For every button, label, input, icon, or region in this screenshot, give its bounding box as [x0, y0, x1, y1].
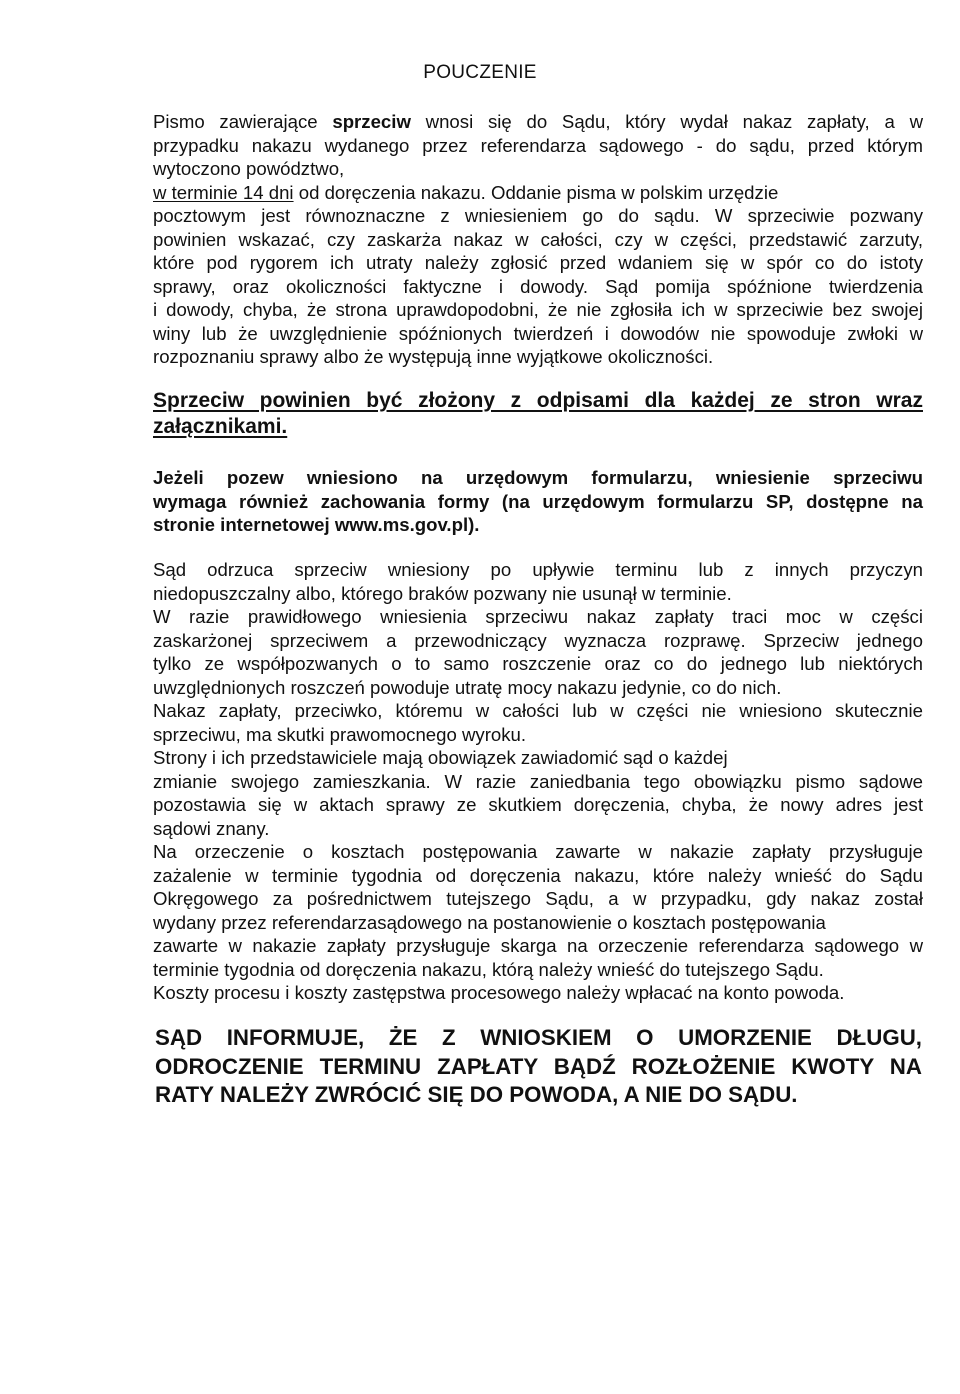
- text-line: Jeżeli pozew wniesiono na urzędowym formularzu, wniesienie sprzeciwu: [153, 467, 923, 488]
- text-line: wymaga również zachowania formy (na urzędowym formularzu SP, dostępne na: [153, 490, 923, 512]
- paragraph-court-procedure: [153, 558, 923, 1005]
- text-line: Sąd odrzuca sprzeciw wniesiony po upływie terminu lub z innych przyczyn: [153, 559, 923, 580]
- text-line: i dowody, chyba, że strona uprawdopodobni, że nie zgłosiła ich w sprzeciwie bez swojej: [153, 299, 923, 320]
- text-line: sprzeciwu, ma skutki prawomocnego wyroku.: [153, 723, 527, 745]
- text-line: sprawy, oraz okoliczności faktyczne i dowody. Sąd pomija spóźnione twierdzenia: [153, 275, 923, 297]
- text-line: SĄD INFORMUJE, ŻE Z WNIOSKIEM O UMORZENIE DŁUGU,: [155, 1025, 922, 1050]
- text-run: wnosi się do Sądu, który wydał nakaz zapłaty, a w: [410, 111, 923, 132]
- paragraph-attachments-notice: [153, 388, 923, 440]
- paragraph-sprzeciw-rules: [153, 110, 923, 369]
- paragraph-official-form: [153, 466, 923, 537]
- text-line: uwzględnionych roszczeń powoduje utratę mocy nakazu jedynie, co do nich.: [153, 676, 782, 698]
- text-line: Na orzeczenie o kosztach postępowania zawarte w nakazie zapłaty przysługuje: [153, 841, 923, 862]
- text-line: ODROCZENIE TERMINU ZAPŁATY BĄDŹ ROZŁOŻENIE KWOTY NA: [155, 1053, 922, 1079]
- text-line: zażalenie w terminie tygodnia od doręczenia nakazu, które należy wnieść do Sądu: [153, 864, 923, 886]
- text-line: stronie internetowej www.ms.gov.pl).: [153, 514, 480, 535]
- text-line: pocztowym jest równoznaczne z wniesieniem go do sądu. W sprzeciwie pozwany: [153, 205, 923, 226]
- text-line: Sprzeciw powinien być złożony z odpisami dla każdej ze stron wraz: [153, 389, 923, 412]
- text-line: pozostawia się w aktach sprawy ze skutkiem doręczenia, chyba, że nowy adres jest: [153, 794, 923, 815]
- text-line: rozpoznaniu sprawy albo że występują inne wyjątkowe okoliczności.: [153, 346, 714, 367]
- text-line: które pod rygorem ich utraty należy zgłosić przed wdaniem się w spór co do istoty: [153, 252, 923, 273]
- text-line: tylko ze współpozwanych o to samo roszczenie oraz co do jednego lub niektórych: [153, 653, 923, 674]
- emphasis-sprzeciw: sprzeciw: [332, 111, 411, 132]
- text-line: wydany przez referendarzasądowego na postanowienie o kosztach postępowania: [153, 911, 826, 933]
- text-line: W razie prawidłowego wniesienia sprzeciwu nakaz zapłaty traci moc w części: [153, 606, 923, 627]
- text-line: sądowi znany.: [153, 817, 270, 839]
- text-line: [153, 181, 923, 205]
- text-line: przypadku nakazu wydanego przez referendarza sądowego - do sądu, przed którym: [153, 134, 923, 156]
- text-line: [153, 110, 923, 134]
- text-line: powinien wskazać, czy zaskarża nakaz w całości, czy w części, przedstawić zarzuty,: [153, 228, 923, 250]
- text-line: zawarte w nakazie zapłaty przysługuje skarga na orzeczenie referendarza sądowego w: [153, 935, 923, 956]
- notice-debt-relief-capitals: [155, 1024, 922, 1110]
- text-line: Okręgowego za pośrednictwem tutejszego Sądu, a w przypadku, gdy nakaz został: [153, 888, 923, 909]
- deadline-underlined: w terminie 14 dni: [153, 181, 294, 203]
- text-line: załącznikami.: [153, 415, 288, 438]
- text-line: Strony i ich przedstawiciele mają obowiązek zawiadomić sąd o każdej: [153, 747, 728, 768]
- document-title: POUCZENIE: [423, 62, 537, 83]
- text-line: winy lub że uwzględnienie spóźnionych twierdzeń i dowodów nie spowoduje zwłoki w: [153, 322, 923, 344]
- text-run: od doręczenia nakazu. Oddanie pisma w polskim urzędzie: [293, 181, 779, 203]
- text-line: Nakaz zapłaty, przeciwko, któremu w całości lub w części nie wniesiono skutecznie: [153, 700, 923, 721]
- text-line: RATY NALEŻY ZWRÓCIĆ SIĘ DO POWODA, A NIE DO SĄDU.: [155, 1082, 798, 1107]
- text-line: niedopuszczalny albo, którego braków pozwany nie usunął w terminie.: [153, 582, 732, 604]
- text-run: Pismo zawierające: [153, 111, 333, 132]
- text-line: Koszty procesu i koszty zastępstwa procesowego należy wpłacać na konto powoda.: [153, 982, 845, 1003]
- text-line: zaskarżonej sprzeciwem a przewodniczący wyznacza rozprawę. Sprzeciw jednego: [153, 629, 923, 651]
- text-line: terminie tygodnia od doręczenia nakazu, którą należy wnieść do tutejszego Sądu.: [153, 958, 824, 980]
- text-line: wytoczono powództwo,: [153, 158, 345, 179]
- text-line: zmianie swojego zamieszkania. W razie zaniedbania tego obowiązku pismo sądowe: [153, 770, 923, 792]
